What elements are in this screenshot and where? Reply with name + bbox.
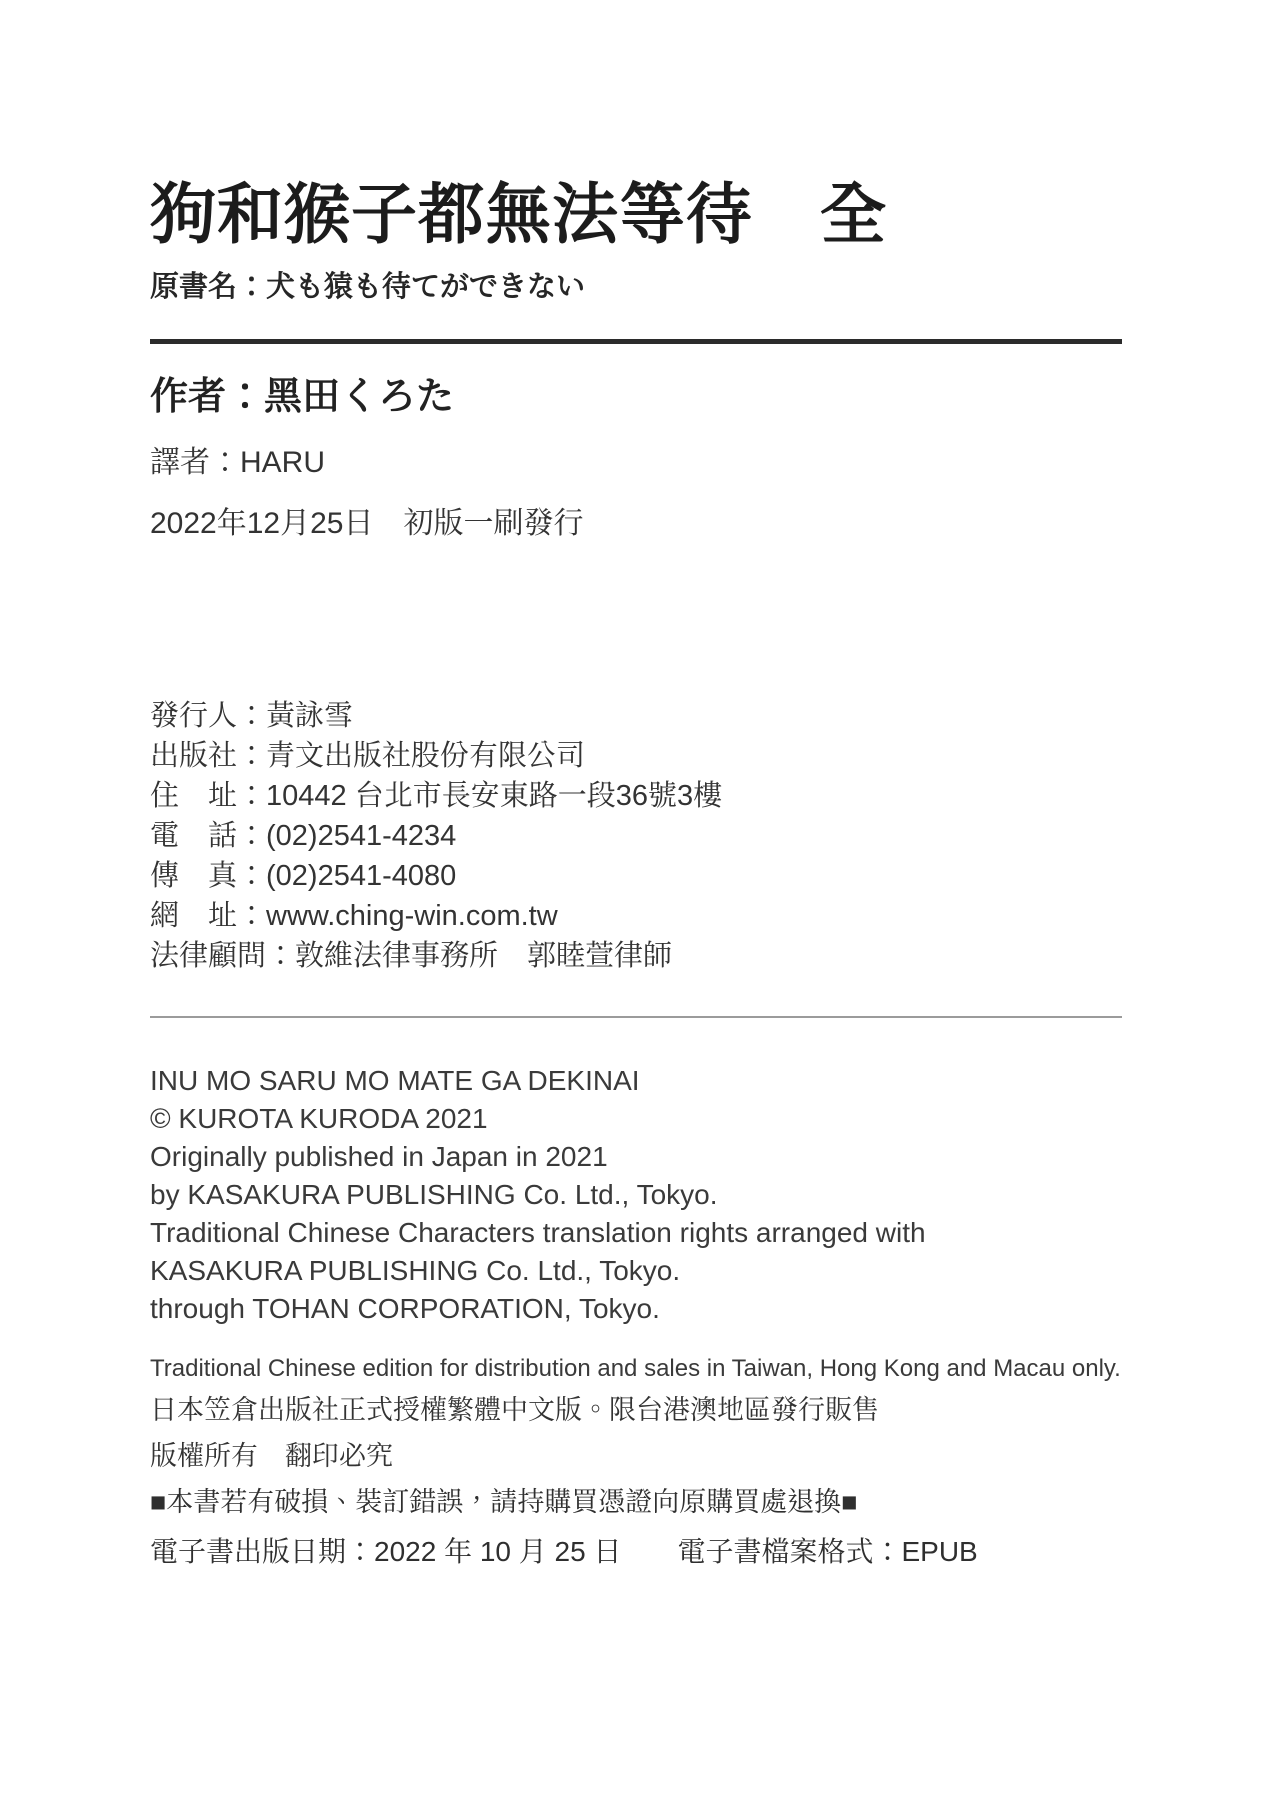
- damaged-copy-return-notice: ■本書若有破損、裝訂錯誤，請持購買憑證向原購買處退換■: [150, 1487, 858, 1518]
- publisher-line-legal-advisor: 法律顧問：敦維法律事務所 郭睦萱律師: [150, 940, 673, 973]
- edition-date-line: 2022年12月25日 初版一刷發行: [150, 506, 584, 540]
- publisher-info-block: [150, 696, 1122, 976]
- translator-line: 譯者：HARU: [150, 446, 326, 480]
- copyright-line-published: Originally published in Japan in 2021: [150, 1141, 608, 1173]
- publisher-line-issuer: 發行人：黃詠雪: [150, 700, 354, 733]
- publisher-line-website: 網 址：www.ching-win.com.tw: [150, 900, 558, 933]
- distribution-notice-zh: 日本笠倉出版社正式授權繁體中文版。限台港澳地區發行販售: [150, 1395, 879, 1426]
- title-divider: [150, 339, 1122, 344]
- copyright-english-block: [150, 1062, 1122, 1328]
- distribution-notice-en: Traditional Chinese edition for distribution and sales in Taiwan, Hong Kong and Macau only.: [150, 1355, 1121, 1383]
- copyright-line-romaji: INU MO SARU MO MATE GA DEKINAI: [150, 1065, 640, 1097]
- publisher-line-phone: 電 話：(02)2541-4234: [150, 820, 457, 853]
- copyright-line-kasakura: KASAKURA PUBLISHING Co. Ltd., Tokyo.: [150, 1255, 681, 1287]
- copyright-line-author: © KUROTA KURODA 2021: [150, 1103, 488, 1135]
- copyright-line-tohan: through TOHAN CORPORATION, Tokyo.: [150, 1293, 660, 1325]
- publisher-line-fax: 傳 真：(02)2541-4080: [150, 860, 457, 893]
- ebook-publication-line: 電子書出版日期：2022 年 10 月 25 日 電子書檔案格式：EPUB: [150, 1536, 978, 1568]
- copyright-line-publisher: by KASAKURA PUBLISHING Co. Ltd., Tokyo.: [150, 1179, 718, 1211]
- publisher-line-company: 出版社：青文出版社股份有限公司: [150, 740, 586, 773]
- book-title: 狗和猴子都無法等待 全: [150, 177, 887, 251]
- author-line: 作者：黑田くろた: [150, 376, 455, 419]
- copyright-line-rights: Traditional Chinese Characters translation rights arranged with: [150, 1217, 926, 1249]
- rights-reserved-line: 版權所有 翻印必究: [150, 1441, 393, 1472]
- section-divider: [150, 1016, 1122, 1018]
- original-title: 原書名：犬も猿も待てができない: [150, 270, 586, 303]
- publisher-line-address: 住 址：10442 台北市長安東路一段36號3樓: [150, 780, 723, 813]
